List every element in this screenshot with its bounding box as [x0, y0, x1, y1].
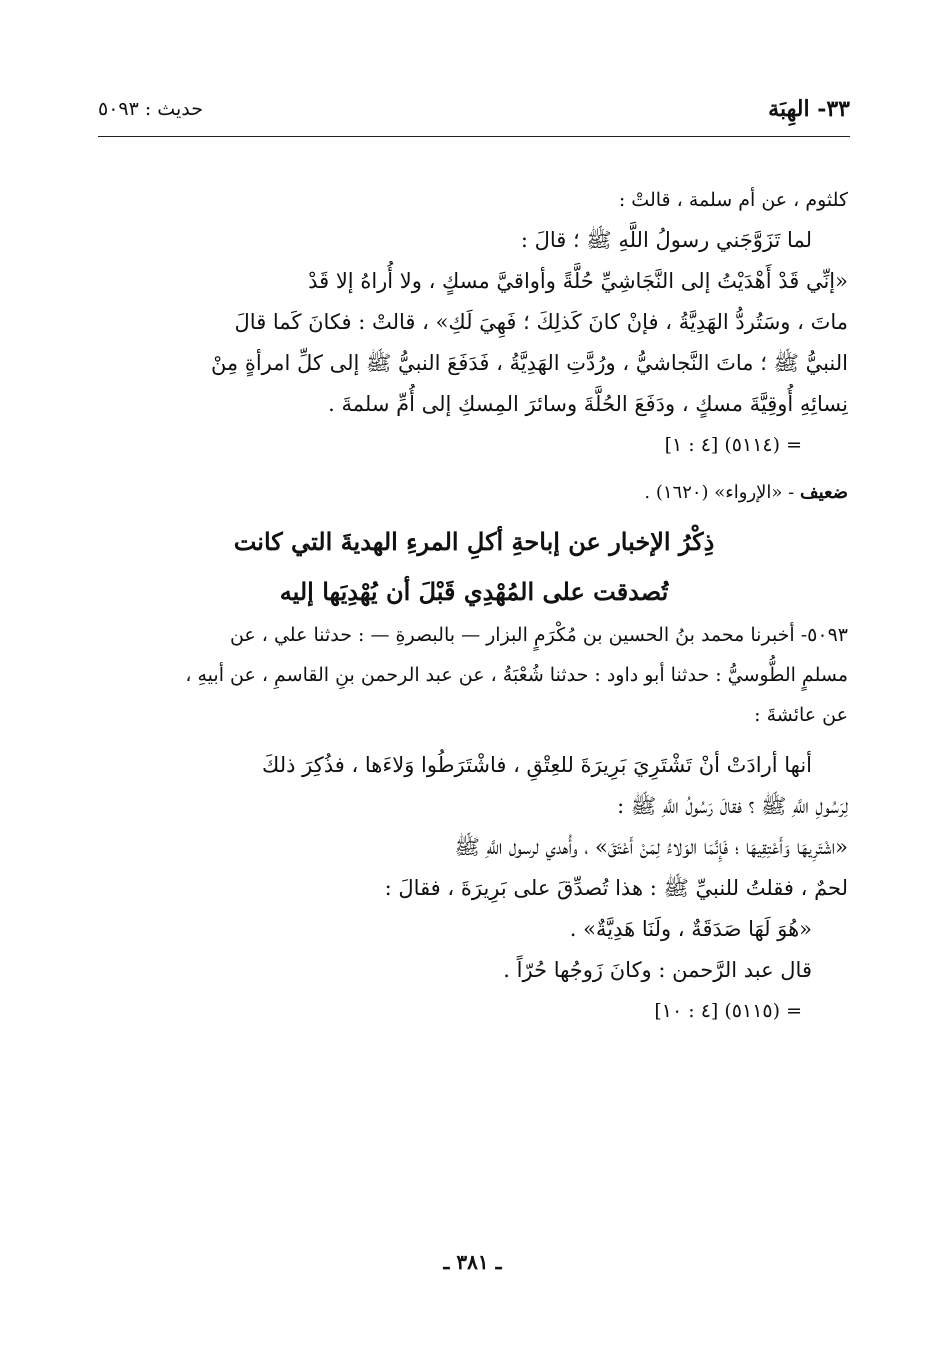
text-line: نِسائِهِ أُوقِيَّةَ مسكٍ ، ودَفَعَ الحُلَّةَ وسائرَ المِسكِ إلى أُمِّ سلمةَ . — [328, 392, 848, 416]
grading-label: ضعيف — [799, 482, 848, 503]
text-line: كلثوم ، عن أم سلمة ، قالتْ : — [618, 189, 848, 211]
matn-line: «هُوَ لَهَا صَدَقَةٌ ، ولَنَا هَدِيَّةٌ» . — [569, 917, 812, 941]
matn-line: قال عبد الرَّحمن : وكانَ زَوجُها حُرّاً . — [503, 958, 812, 982]
text-line: النبيُّ ﷺ ؛ ماتَ النَّجاشيُّ ، ورُدَّتِ الهَدِيَّةُ ، فَدَفَعَ النبيُّ ﷺ إلى كلِّ امرأةٍ مِنْ — [210, 351, 848, 375]
cross-reference: = (٥١١٤) [٤ : ١] — [664, 434, 802, 456]
section-heading-line-1: ذِكْرُ الإخبار عن إباحةِ أكلِ المرءِ الهديةَ التي كانت — [233, 527, 715, 556]
running-header — [98, 96, 850, 132]
isnad-line: ٥٠٩٣- أخبرنا محمد بنُ الحسين بن مُكْرَمٍ البزار — بالبصرةِ — : حدثنا علي ، عن — [229, 624, 848, 646]
hadith-number-ref: حديث : ٥٠٩٣ — [98, 98, 203, 120]
isnad-line: عن عائشةَ : — [754, 704, 848, 726]
grading-note — [100, 471, 848, 515]
cross-reference: = (٥١١٥) [٤ : ١٠] — [654, 1000, 802, 1022]
matn-line: «اشْتَرِيهَا وَأَعْتِقِيهَا ؛ فَإِنَّمَا الوَلاءُ لِمَنْ أَعْتَقَ» ، وأُهدي لرسول اللَّهِ ﷺ — [454, 835, 848, 859]
matn-line: لحمٌ ، فقلتُ للنبيِّ ﷺ : هذا تُصدِّقَ على بَرِيرَةَ ، فقالَ : — [384, 876, 848, 900]
matn-line: لِرَسُولِ اللَّهِ ﷺ ؟ فقالَ رَسُولُ اللَّهِ ﷺ : — [617, 794, 848, 818]
chapter-title: ٣٣- الهِبَة — [768, 96, 850, 122]
matn-line: أنها أرادَتْ أنْ تَشْتَرِيَ بَرِيرَةَ للعِتْقِ ، فاشْتَرَطُوا وَلاءَها ، فذُكِرَ ذلكَ — [262, 753, 812, 777]
isnad-line: مسلمٍ الطُّوسيُّ : حدثنا أبو داود : حدثنا شُعْبَةُ ، عن عبد الرحمن بنِ القاسمِ ، عن أبيهِ ، — [185, 664, 848, 686]
grading-source: - «الإرواء» (١٦٢٠) . — [644, 482, 800, 503]
page-body — [100, 180, 848, 1031]
text-line: ماتَ ، وسَتُردُّ الهَدِيَّةُ ، فإنْ كانَ كَذلِكَ ؛ فَهِيَ لَكِ» ، قالتْ : فكانَ كَما قالَ — [234, 310, 848, 334]
header-divider — [98, 136, 850, 137]
page-number: ـ ٣٨١ ـ — [443, 1250, 502, 1274]
section-heading-line-2: تُصدقت على المُهْدِي قَبْلَ أن يُهْدِيَها إليه — [279, 577, 669, 606]
text-line: لما تَزَوَّجَني رسولُ اللَّهِ ﷺ ؛ قالَ : — [520, 228, 812, 252]
text-line: «إنِّي قَدْ أَهْدَيْتُ إلى النَّجَاشِيِّ حُلَّةً وأواقيَّ مسكٍ ، ولا أُراهُ إلا قَدْ — [308, 269, 848, 293]
spacer — [100, 735, 848, 745]
